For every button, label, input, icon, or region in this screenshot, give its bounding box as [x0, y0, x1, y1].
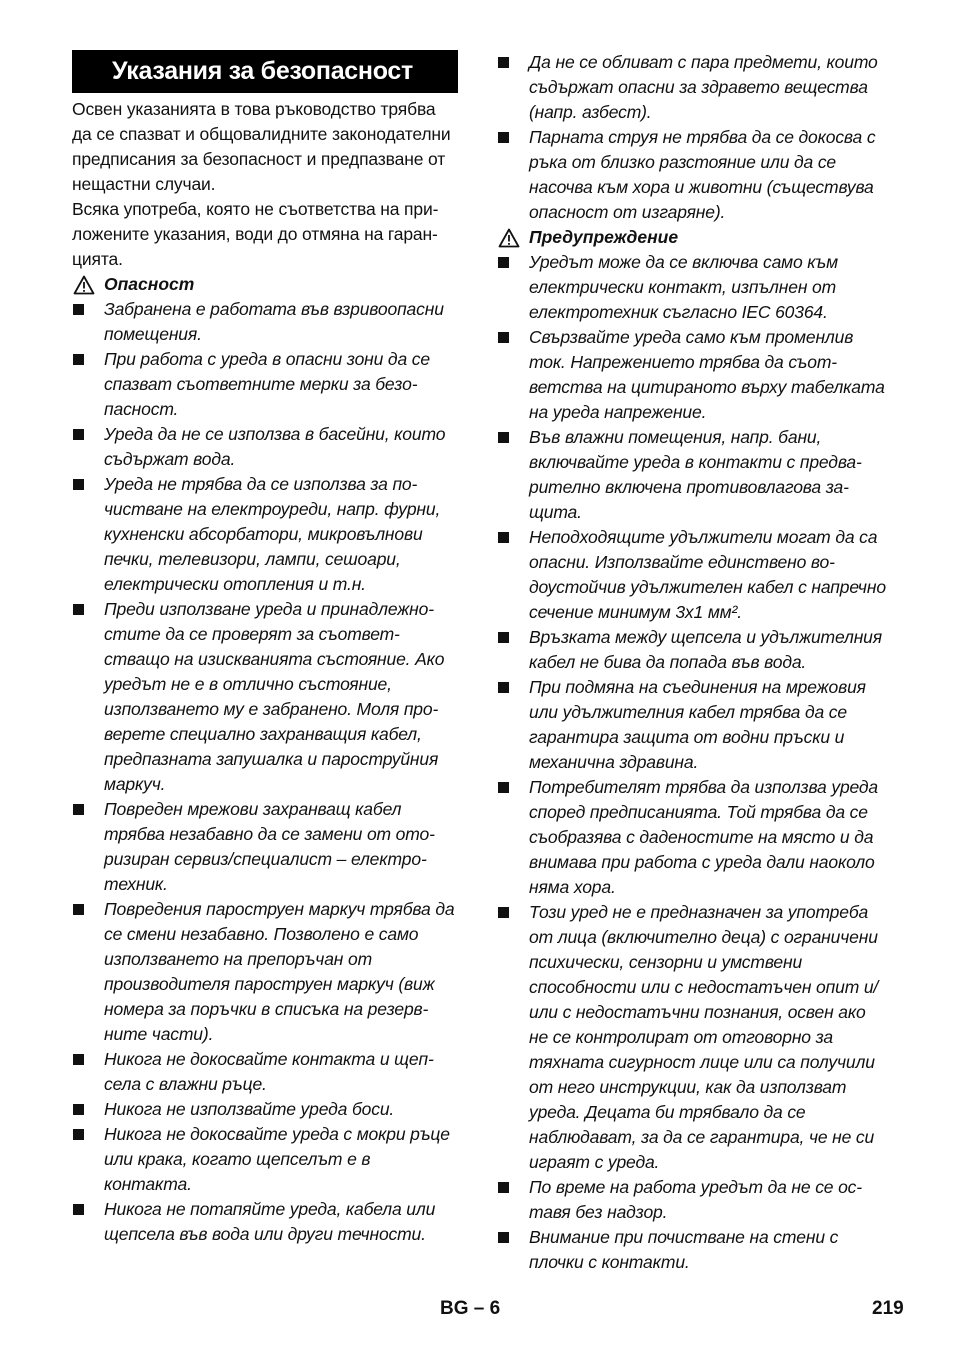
bullet-square-icon: [73, 429, 84, 440]
bullet-square-icon: [498, 432, 509, 443]
bullet-square-icon: [498, 632, 509, 643]
list-item: Преди използване уреда и принадлежностите да се проверят за съответстващо на изискванията състояние. Ако уредът не е в отлично състояние, използването му е забранено. Моля проверете специално захранващия кабел, предпазната запушалка и пароструйния маркуч.: [72, 597, 458, 797]
list-item: Да не се обливат с пара предмети, които съдържат опасни за здравето вещества (напр. азбест).: [497, 50, 887, 125]
bullet-square-icon: [73, 1104, 84, 1115]
list-item: Внимание при почистване на стени с плочки с контакти.: [497, 1225, 887, 1275]
list-item: Никога не докосвайте уреда с мокри ръце или крака, когато щепселът е в контакта.: [72, 1122, 458, 1197]
bullet-square-icon: [73, 604, 84, 615]
list-item: При работа с уреда в опасни зони да се спазват съответните мерки за безопасност.: [72, 347, 458, 422]
bullet-square-icon: [73, 1129, 84, 1140]
list-item: Забранена е работата във взривоопасни помещения.: [72, 297, 458, 347]
right-top-list: [497, 50, 887, 225]
list-item: Никога не използвайте уреда боси.: [72, 1097, 458, 1122]
list-item: Неподходящите удължители могат да са опасни. Използвайте единствено водоустойчив удължителен кабел с напречно сечение минимум 3x1 мм².: [497, 525, 887, 625]
intro-paragraph: Всяка употреба, която не съответства на приложените указания, води до отмяна на гаранцията.: [72, 199, 439, 269]
list-item: Уредът може да се включва само към електрически контакт, изпълнен от електротехник съгласно IEC 60364.: [497, 250, 887, 325]
bullet-square-icon: [498, 257, 509, 268]
list-item: Парната струя не трябва да се докосва с ръка от близко разстояние или да се насочва към хора и животни (съществува опасност от изгаряне).: [497, 125, 887, 225]
list-item: Повреден мрежови захранващ кабел трябва незабавно да се замени от оторизиран сервиз/специалист – електротехник.: [72, 797, 458, 897]
page-number: 219: [872, 1298, 904, 1319]
warning-triangle-icon: [73, 275, 95, 295]
bullet-square-icon: [73, 479, 84, 490]
bullet-square-icon: [73, 1204, 84, 1215]
bullet-square-icon: [498, 1182, 509, 1193]
bullet-square-icon: [73, 804, 84, 815]
bullet-square-icon: [498, 57, 509, 68]
bullet-square-icon: [498, 782, 509, 793]
warning-heading: [497, 225, 887, 250]
warning-triangle-icon: [498, 228, 520, 248]
warning-label: Предупреждение: [529, 227, 679, 247]
list-item: Потребителят трябва да използва уреда според предписанията. Той трябва да се съобразява с даденостите на място и да внимава при работа с уреда дали наоколо няма хора.: [497, 775, 887, 900]
danger-label: Опасност: [104, 274, 195, 294]
list-item: Във влажни помещения, напр. бани, включвайте уреда в контакти с предварително включена противовлагова защита.: [497, 425, 887, 525]
list-item: Свързвайте уреда само към променлив ток. Напрежението трябва да съответства на цитираното върху табелката на уреда напрежение.: [497, 325, 887, 425]
bullet-square-icon: [73, 904, 84, 915]
list-item: Уреда да не се използва в басейни, които съдържат вода.: [72, 422, 458, 472]
bullet-square-icon: [73, 1054, 84, 1065]
list-item: Никога не потапяйте уреда, кабела или щепсела във вода или други течности.: [72, 1197, 458, 1247]
list-item: Повредения пароструен маркуч трябва да се смени незабавно. Позволено е само използването на препоръчан от производителя пароструен маркуч (виж номера за поръчки в списъка на резервните части).: [72, 897, 458, 1047]
list-item: Този уред не е предназначен за употреба от лица (включително деца) с ограничени психически, сензорни и умствени способности или с недостатъчен опит и/или с недостатъчни познания, освен ако не се контролират от отговорно за тяхната сигурност лице или са получили от него инструкции, как да използват уреда. Децата би трябвало да се наблюдават, за да се гарантира, че не си играят с уреда.: [497, 900, 887, 1175]
bullet-square-icon: [498, 907, 509, 918]
page-label: BG – 6: [440, 1298, 501, 1319]
list-item: При подмяна на съединения на мрежовия или удължителния кабел трябва да се гарантира защита от водни пръски и механична здравина.: [497, 675, 887, 775]
right-column: [497, 50, 887, 1275]
bullet-square-icon: [498, 332, 509, 343]
danger-list: [72, 297, 458, 1247]
bullet-square-icon: [73, 354, 84, 365]
danger-heading: [72, 272, 458, 297]
bullet-square-icon: [498, 1232, 509, 1243]
warning-list: [497, 250, 887, 1275]
bullet-square-icon: [498, 532, 509, 543]
list-item: Уреда не трябва да се използва за почистване на електроуреди, напр. фурни, кухненски абсорбатори, микровълнови печки, телевизори, лампи, сешоари, електрически отопления и т.н.: [72, 472, 458, 597]
list-item: Никога не докосвайте контакта и щепсела с влажни ръце.: [72, 1047, 458, 1097]
bullet-square-icon: [498, 132, 509, 143]
left-column: [72, 50, 458, 1247]
bullet-square-icon: [498, 682, 509, 693]
page-title: Указания за безопасност: [72, 50, 458, 93]
list-item: Връзката между щепсела и удължителния кабел не бива да попада във вода.: [497, 625, 887, 675]
list-item: По време на работа уредът да не се оставя без надзор.: [497, 1175, 887, 1225]
intro-paragraph: Освен указанията в това ръководство трябва да се спазват и общовалидните законодателни предписания за безопасност и предпазване от нещастни случаи.: [72, 99, 451, 194]
bullet-square-icon: [73, 304, 84, 315]
